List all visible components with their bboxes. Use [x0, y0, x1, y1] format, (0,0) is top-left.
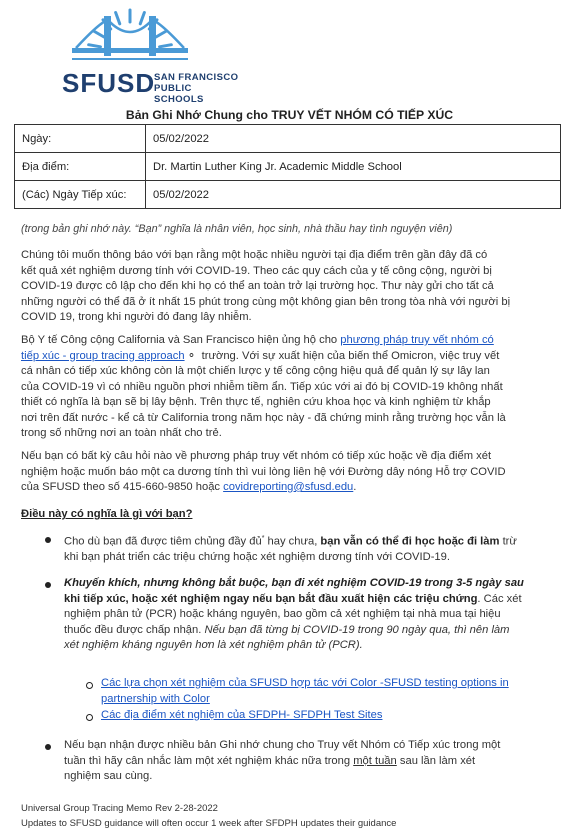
paragraph-group-tracing	[21, 333, 541, 442]
text-span: tuần thì hãy cân nhắc làm một xét nghiệm khác nữa trong	[64, 754, 354, 767]
definition-note: (trong bản ghi nhớ này. “Bạn” nghĩa là nhân viên, học sinh, nhà thầu hay tình nguyện viên)	[21, 223, 453, 235]
sun-ray	[89, 45, 101, 47]
text-line: Chúng tôi muốn thông báo với bạn rằng một hoặc nhiều người tại địa điểm trên gần đây đã có	[21, 249, 488, 261]
text-line: của COVID-19 vì có nhiều nguồn phơi nhiễm tiềm ẩn. Tiếp xúc với ai đó bị COVID-19 không nhất	[21, 380, 503, 393]
text-line: nghiệm phân tử (PCR) hoặc kháng nguyên, bao gồm cả xét nghiệm tại nhà mua tại hiệu	[64, 608, 501, 620]
location-value: Dr. Martin Luther King Jr. Academic Middle School	[146, 153, 561, 181]
table-row	[15, 153, 561, 181]
paragraph-intro	[21, 248, 541, 326]
text-line: nghiệm sau cùng.	[64, 770, 153, 782]
footnote-mark: *	[261, 535, 265, 542]
sun-ray	[140, 13, 144, 24]
text-span: của SFUSD theo số 415-660-9850 hoặc	[21, 481, 224, 493]
sun-ray	[160, 45, 172, 47]
golden-gate-bridge-icon	[70, 8, 190, 66]
color-testing-link[interactable]: Các lựa chọn xét nghiệm của SFUSD hợp tác với Color -SFUSD testing options in	[101, 677, 509, 689]
text-line	[21, 480, 541, 496]
exposure-dates-label: (Các) Ngày Tiếp xúc:	[15, 181, 146, 209]
text-line: Nếu bạn nhận được nhiều bản Ghi nhớ chung cho Truy vết Nhóm có Tiếp xúc trong một	[64, 739, 501, 751]
date-value: 05/02/2022	[146, 125, 561, 153]
text-line	[64, 592, 544, 608]
text-span: một tuần	[353, 754, 397, 767]
sfusd-testing-options	[101, 676, 541, 707]
sfdph-test-sites-link[interactable]: Các địa điểm xét nghiệm của SFDPH- SFDPH Test Sites	[101, 709, 383, 721]
text-line: cá nhân có tiếp xúc không còn là một chiến lược y tế công cộng hiệu quả để quản lý sự lây lan	[21, 365, 490, 377]
text-line	[64, 531, 544, 550]
text-line	[21, 349, 541, 365]
text-line: thiết có nghĩa là bạn sẽ bị lây bệnh. Trên thực tế, nghiên cứu khoa học và kinh nghiệm từ khắp	[21, 396, 491, 408]
bullet-testing	[64, 576, 544, 654]
text-line: COVID-19 được cô lập cho đến khi họ có thể an toàn trở lại trường học. Thư này gửi cho tất cả	[21, 280, 494, 292]
text-span: trừ	[499, 535, 517, 548]
email-link[interactable]: covidreporting@sfusd.edu	[223, 481, 354, 493]
table-row	[15, 125, 561, 153]
sub-bullet-circle	[86, 682, 93, 689]
date-label: Ngày:	[15, 125, 146, 153]
text-line	[21, 333, 541, 349]
bullet-dot	[45, 537, 51, 543]
text-span: Nếu bạn đã từng bị COVID-19 trong 90 ngày qua, thì nên làm	[204, 623, 510, 636]
group-tracing-link-cont[interactable]: tiếp xúc - group tracing approach	[21, 349, 185, 362]
logo-subtitle	[154, 72, 242, 105]
external-link-icon: ⚬	[186, 349, 197, 362]
footer-update-note: Updates to SFUSD guidance will often occur 1 week after SFDPH updates their guidance	[21, 818, 397, 829]
sfusd-logo	[62, 8, 242, 105]
text-span: khi tiếp xúc, hoặc xét nghiệm ngay nếu bạn bắt đầu xuất hiện các triệu chứng	[64, 592, 478, 605]
text-span: trường. Với sự xuất hiện của biến thể Omicron, việc truy vết	[198, 349, 500, 362]
table-row	[15, 181, 561, 209]
memo-title: Bản Ghi Nhớ Chung cho TRUY VẾT NHÓM CÓ TIẾP XÚC	[125, 108, 454, 122]
bullet-dot	[45, 582, 51, 588]
logo-wordmark: SFUSD	[62, 68, 156, 98]
text-line: trong số những nơi an toàn nhất cho trẻ.	[21, 427, 222, 439]
text-line: Khuyến khích, nhưng không bắt buộc, bạn đi xét nghiệm COVID-19 trong 3-5 ngày sau	[64, 577, 524, 589]
text-span: sau lần làm xét	[396, 754, 476, 767]
sub-bullet-circle	[86, 714, 93, 721]
bullet-dot	[45, 744, 51, 750]
sun-ray	[94, 31, 104, 37]
sun-ray	[156, 31, 166, 37]
text-span: Cho dù bạn đã được tiêm chủng đầy đủ	[64, 535, 262, 548]
text-line: khi bạn phát triển các triệu chứng hoặc xét nghiệm dương tính với COVID-19.	[64, 551, 450, 564]
text-line: kết quả xét nghiệm dương tính với COVID-19. Theo các quy cách của y tế công cộng, người bị	[21, 264, 492, 277]
text-line: những người có thể đã ở ít nhất 15 phút trong cùng một không gian bên trong tòa nhà với người bị	[21, 295, 511, 308]
group-tracing-link[interactable]: phương pháp truy vết nhóm có	[340, 334, 494, 346]
exposure-dates-value: 05/02/2022	[146, 181, 561, 209]
logo-subtitle-line2: PUBLIC SCHOOLS	[154, 83, 204, 105]
text-line: nơi trên đất nước - kể cả từ California trong năm học này - đã chứng minh rằng trường học vẫn là	[21, 411, 506, 424]
logo-subtitle-line1: SAN FRANCISCO	[154, 72, 239, 83]
text-line	[64, 754, 544, 770]
text-span: thuốc đều được chấp nhận.	[64, 623, 205, 636]
sun-ray	[116, 13, 120, 24]
color-testing-link-cont[interactable]: partnership with Color	[101, 692, 210, 705]
text-span: . Các xét	[477, 592, 522, 605]
text-line: xét nghiệm kháng nguyên hơn là xét nghiệm phân tử (PCR).	[64, 639, 363, 651]
text-line: nghiệm hoặc muốn báo một ca dương tính thì vui lòng liên hệ với Đường dây nóng Hỗ trợ COVID	[21, 465, 506, 478]
paragraph-contact	[21, 449, 541, 496]
section-heading: Điều này có nghĩa là gì với bạn?	[21, 508, 193, 520]
bullet-multiple-memos	[64, 738, 544, 785]
text-span: Bộ Y tế Công cộng California và San Francisco hiện ủng hộ cho	[21, 334, 341, 346]
footer-revision: Universal Group Tracing Memo Rev 2-28-2022	[21, 803, 218, 814]
sfdph-test-sites	[101, 708, 541, 724]
location-label: Địa điểm:	[15, 153, 146, 181]
info-table	[14, 124, 561, 209]
text-line: COVID 19, trong khi người đó đang lây nhiễm.	[21, 311, 252, 323]
text-line	[64, 623, 544, 639]
text-span: hay chưa,	[264, 535, 321, 548]
text-span: bạn vẫn có thể đi học hoặc đi làm	[320, 535, 500, 548]
bullet-attend-school	[64, 531, 544, 566]
text-line: Nếu bạn có bất kỳ câu hỏi nào về phương pháp truy vết nhóm có tiếp xúc hoặc về địa điểm xét	[21, 450, 492, 462]
text-span: .	[353, 481, 357, 493]
